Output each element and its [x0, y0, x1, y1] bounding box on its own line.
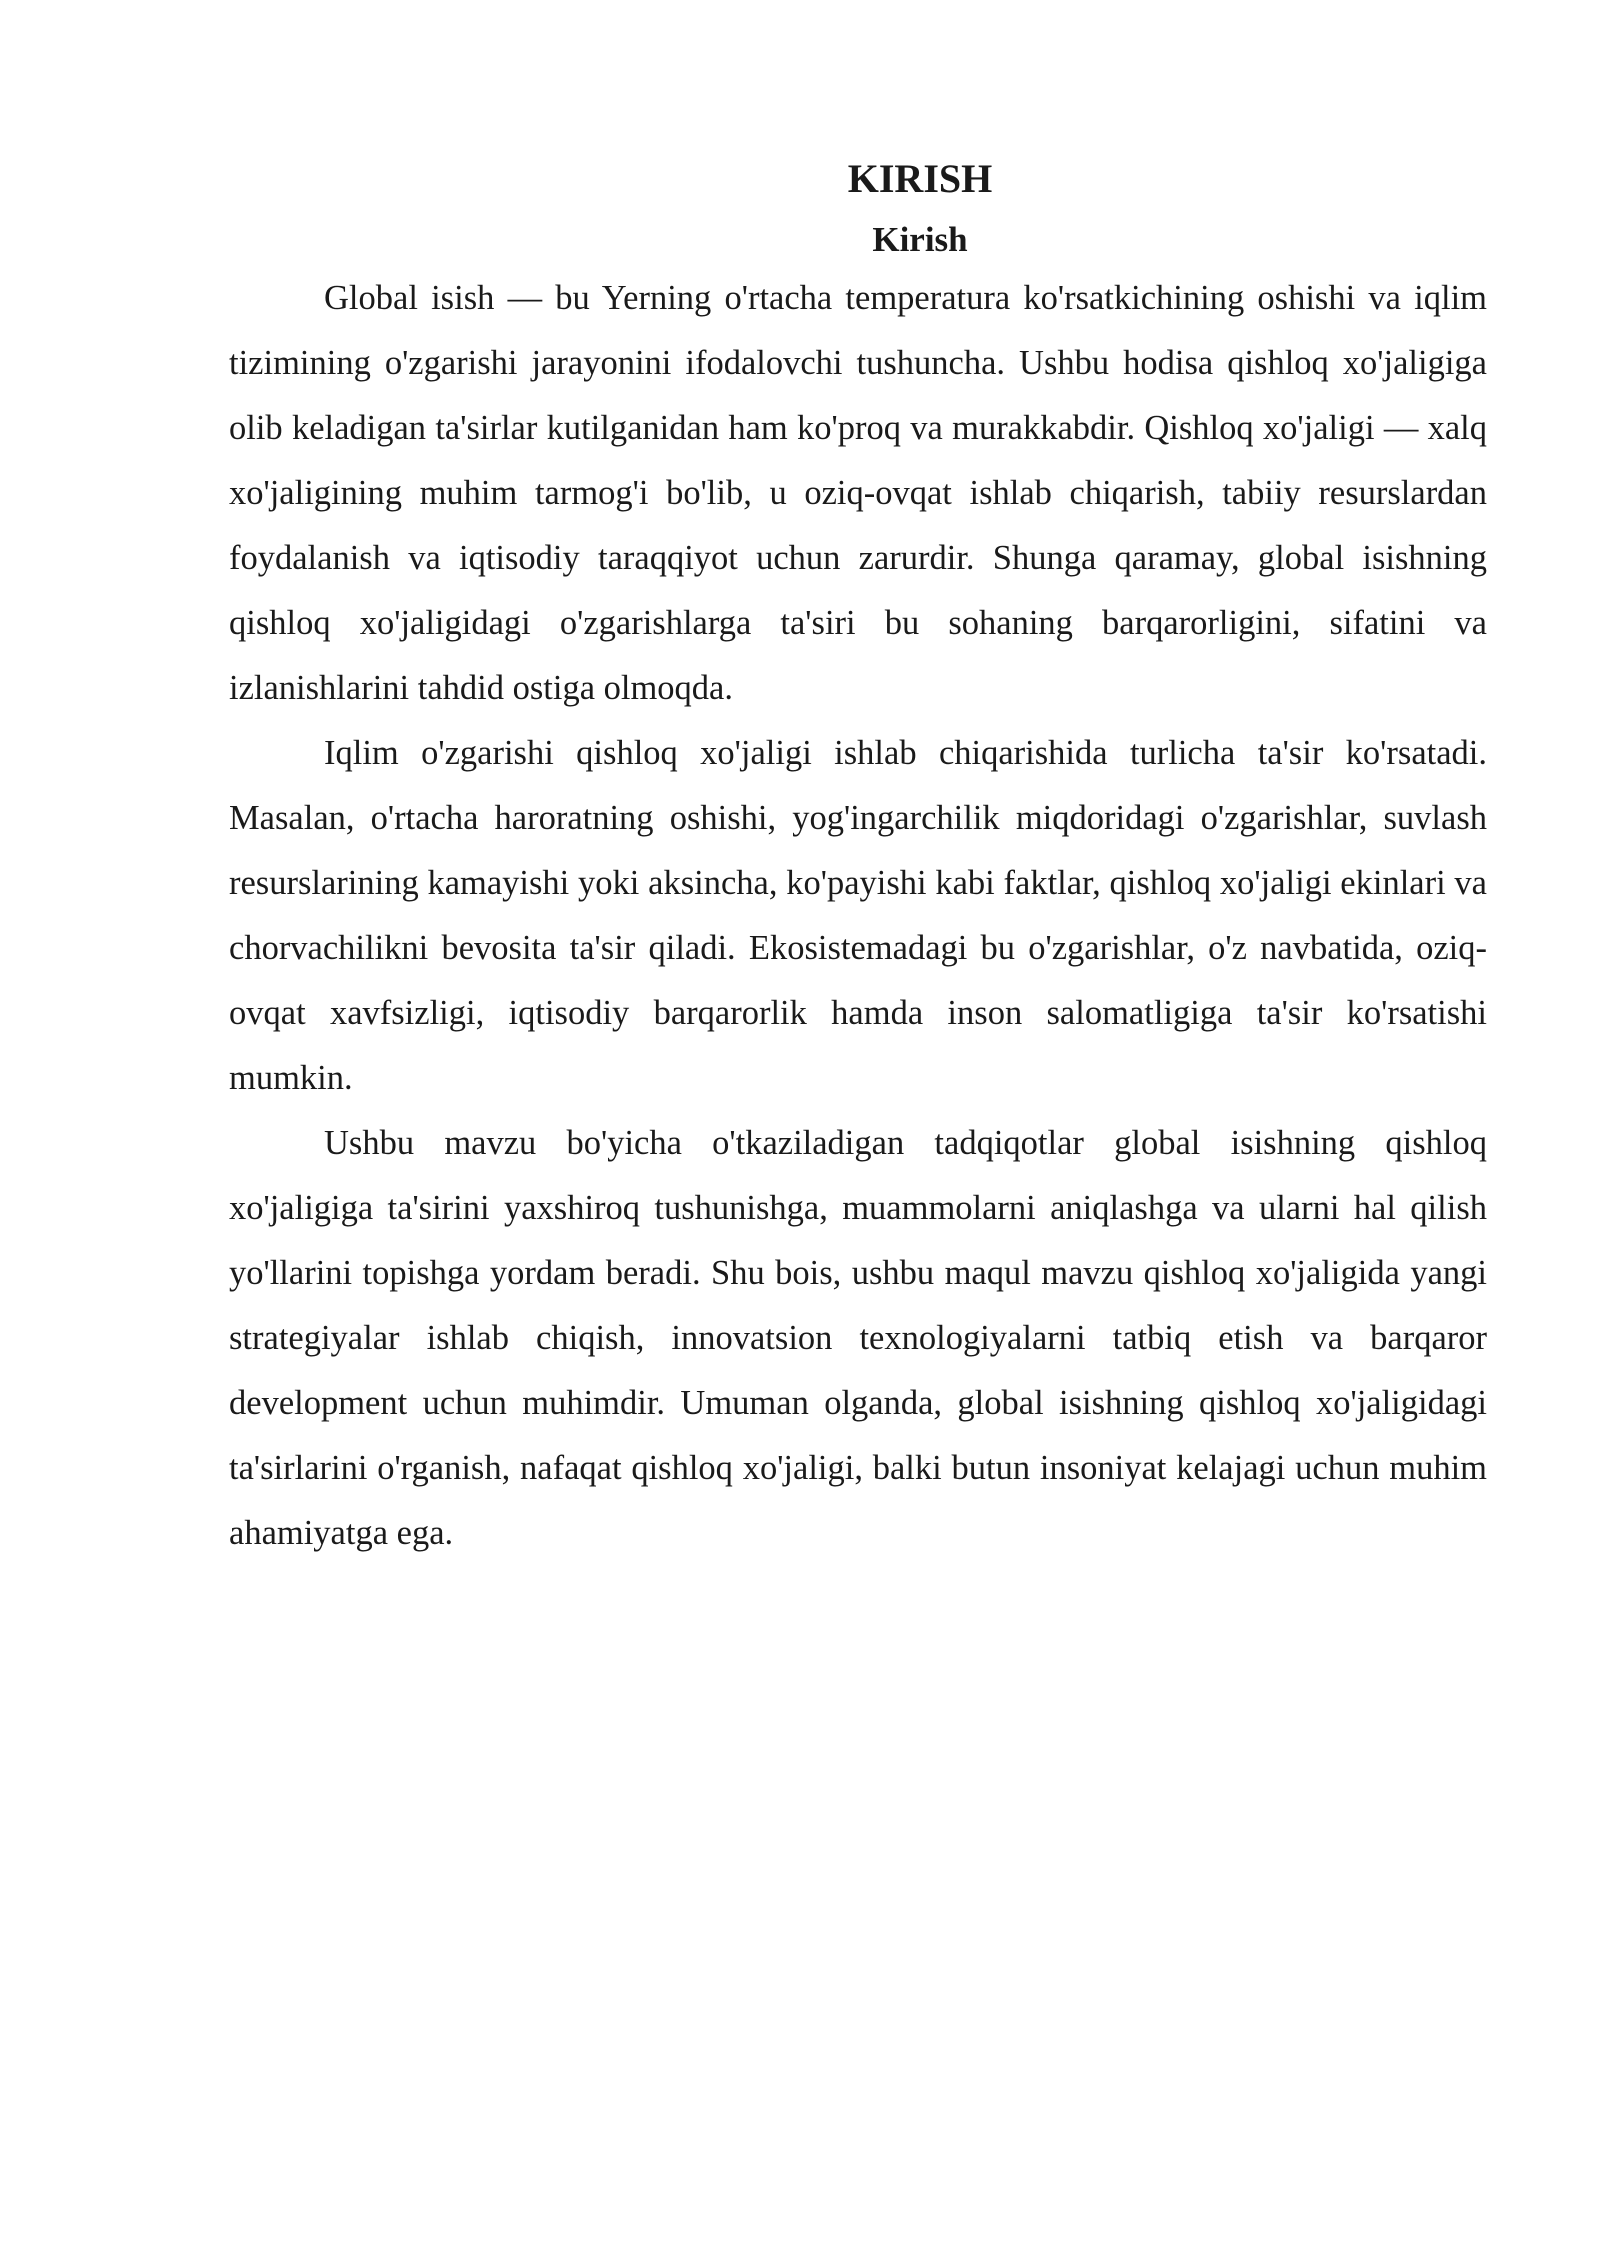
paragraph: Iqlim o'zgarishi qishloq xo'jaligi ishlab chiqarishida turlicha ta'sir ko'rsatadi. Masalan, o'rtacha haroratning oshishi, yog'ingarchilik miqdoridagi o'zgarishlar, suvlash resurslarining kamayishi yoki aksincha, ko'payishi kabi faktlar, qishloq xo'jaligi ekinlari va chorvachilikni bevosita ta'sir qiladi. Ekosistemadagi bu o'zgarishlar, o'z navbatida, oziq-ovqat xavfsizligi, iqtisodiy barqarorlik hamda inson salomatligiga ta'sir ko'rsatishi mumkin. — [229, 734, 1487, 1097]
paragraph: Global isish — bu Yerning o'rtacha temperatura ko'rsatkichining oshishi va iqlim tizimining o'zgarishi jarayonini ifodalovchi tushuncha. Ushbu hodisa qishloq xo'jaligiga olib keladigan ta'sirlar kutilganidan ham ko'proq va murakkabdir. Qishloq xo'jaligi — xalq xo'jaligining muhim tarmog'i bo'lib, u oziq-ovqat ishlab chiqarish, tabiiy resurslardan foydalanish va iqtisodiy taraqqiyot uchun zarurdir. Shunga qaramay, global isishning qishloq xo'jaligidagi o'zgarishlarga ta'siri bu sohaning barqarorligini, sifatini va izlanishlarini tahdid ostiga olmoqda. — [229, 279, 1487, 707]
chapter-title: KIRISH — [847, 156, 993, 201]
section-title: Kirish — [872, 220, 968, 259]
page-content — [229, 150, 1487, 1566]
paragraph: Ushbu mavzu bo'yicha o'tkaziladigan tadqiqotlar global isishning qishloq xo'jaligiga ta'sirini yaxshiroq tushunishga, muammolarni aniqlashga va ularni hal qilish yo'llarini topishga yordam beradi. Shu bois, ushbu maqul mavzu qishloq xo'jaligida yangi strategiyalar ishlab chiqish, innovatsion texnologiyalarni tatbiq etish va barqaror development uchun muhimdir. Umuman olganda, global isishning qishloq xo'jaligidagi ta'sirlarini o'rganish, nafaqat qishloq xo'jaligi, balki butun insoniyat kelajagi uchun muhim ahamiyatga ega. — [229, 1124, 1487, 1552]
